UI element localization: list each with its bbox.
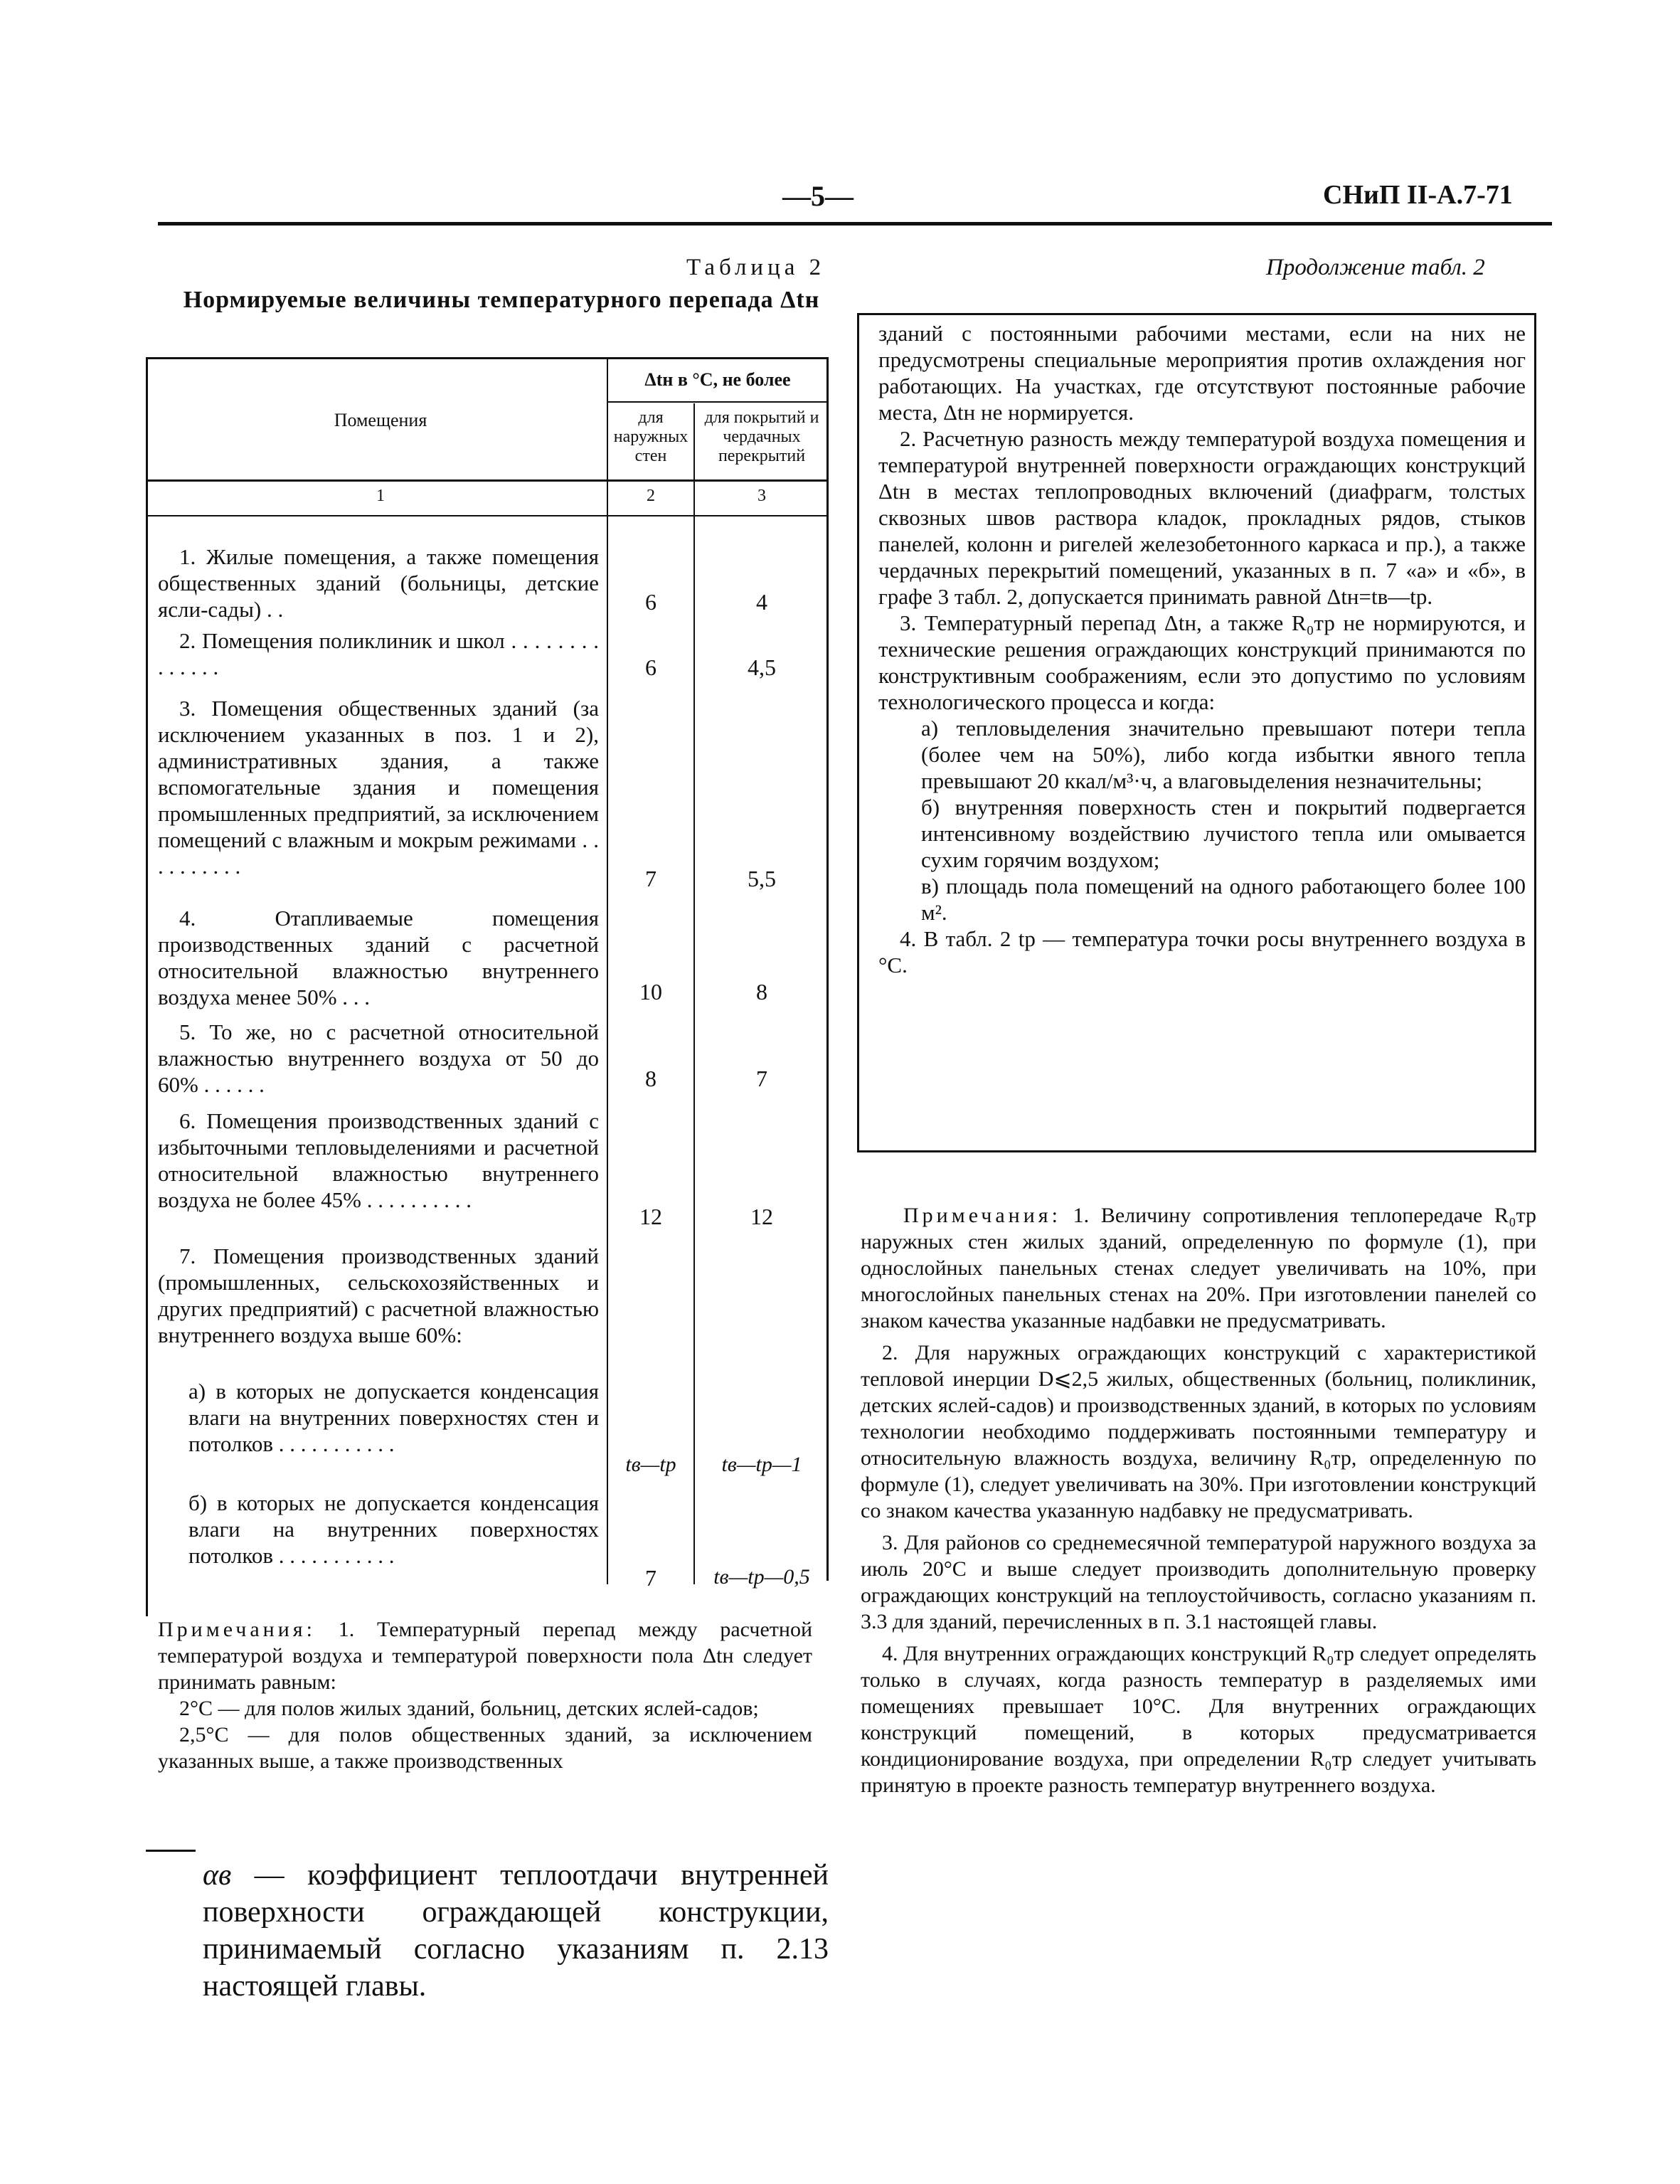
- table-row-1-text: 1. Жилые помещения, а также помещения общественных зданий (больницы, детские ясли-сады) . .: [158, 544, 599, 622]
- left-note-3: 2,5°С — для полов общественных зданий, за исключением указанных выше, а также производственных: [158, 1723, 812, 1773]
- table-border-right: [826, 357, 829, 1581]
- table-row-7b-roofs: tв—tр—0,5: [713, 1565, 810, 1589]
- continuation-label: Продолжение табл. 2: [1266, 255, 1485, 280]
- left-notes: [158, 1616, 812, 1774]
- cont-paragraph-0: зданий с постоянными рабочими местами, если на них не предусмотрены специальные мероприятия против охлаждения ног работающих. На участках, где отсутствуют постоянные рабочие места, Δtн не нормируется.: [878, 321, 1526, 425]
- left-column-end-rule: [146, 1850, 196, 1852]
- col-header-roofs: для покрытий и чердачных перекрытий: [704, 408, 819, 465]
- right-note-3: 3. Для районов со среднемесячной температурой наружного воздуха за июль 20°С и выше следует производить дополнительную проверку ограждающих конструкций на теплоустойчивость, согласно указаниям п. 3.3 для зданий, перечисленных в п. 3.1 настоящей главы.: [861, 1531, 1536, 1633]
- left-notes-heading: Примечания:: [158, 1618, 316, 1641]
- table-top-rule: [146, 357, 829, 359]
- col-divider-1: [607, 357, 608, 1584]
- right-note-4: 4. Для внутренних ограждающих конструкций R₀тр следует определять только в случаях, когда разность температур в разделяемых ими помещениях превышает 10°С. Для внутренних ограждающих конструкций помещений, в которых предусматривается кондиционирование воздуха, при определении R₀тр следует учитывать принятую в проекте разность температур внутреннего воздуха.: [861, 1642, 1536, 1797]
- table-row-6-text: 6. Помещения производственных зданий с избыточными тепловыделениями и расчетной относительной влажностью внутреннего воздуха не более 45% . . . . . . . . . .: [158, 1108, 599, 1212]
- table-row-4-walls: 10: [639, 979, 662, 1004]
- temperature-table: [146, 357, 829, 1606]
- table-row-7b-text: б) в которых не допускается конденсация влаги на внутренних поверхностях потолков . . . . . . . . . . .: [188, 1490, 599, 1568]
- col-number-1: 1: [376, 487, 385, 505]
- cont-paragraph-6: 4. В табл. 2 tр — температура точки росы внутреннего воздуха в °С.: [878, 926, 1526, 977]
- col-number-2: 2: [647, 487, 655, 505]
- col-header-rooms: Помещения: [334, 410, 427, 430]
- header-sub-rule: [607, 401, 829, 403]
- col-number-3: 3: [757, 487, 766, 505]
- cont-box-right: [1534, 313, 1536, 1152]
- table-row-3-walls: 7: [645, 866, 656, 891]
- table-label: Таблица 2: [686, 255, 826, 280]
- cont-paragraph-5: в) площадь пола помещений на одного работающего более 100 м².: [921, 874, 1526, 925]
- table-row-5-walls: 8: [645, 1066, 656, 1091]
- number-row-rule: [146, 515, 829, 516]
- table-row-6-walls: 12: [639, 1204, 662, 1229]
- table-row-7b-walls: 7: [645, 1565, 656, 1591]
- cont-paragraph-4: б) внутренняя поверхность стен и покрытий подвергается интенсивному воздействию лучистого тепла или омывается сухим горячим воздухом;: [921, 795, 1526, 872]
- table-row-1-walls: 6: [645, 589, 656, 615]
- header-rule: [158, 222, 1552, 226]
- cont-box-top: [857, 313, 1536, 315]
- left-note-1: 1. Температурный перепад между расчетной температурой воздуха и температурой поверхности пола Δtн следует принимать равным:: [158, 1618, 813, 1694]
- continuation-text: [878, 320, 1526, 978]
- table-row-5-roofs: 7: [756, 1066, 767, 1091]
- cont-box-left: [857, 313, 859, 1152]
- right-notes: [861, 1202, 1536, 1804]
- table-row-5-text: 5. То же, но с расчетной относительной влажностью внутреннего воздуха от 50 до 60% . . . . . .: [158, 1019, 599, 1097]
- table-row-7a-text: а) в которых не допускается конденсация влаги на внутренних поверхностях стен и потолков . . . . . . . . . . .: [188, 1379, 599, 1456]
- table-row-7a-walls: tв—tр: [625, 1453, 676, 1476]
- cont-paragraph-3: а) тепловыделения значительно превышают потери тепла (более чем на 50%), либо когда избытки явного тепла превышают 20 ккал/м³·ч, а влаговыделения незначительны;: [921, 716, 1526, 793]
- right-notes-heading: Примечания:: [903, 1204, 1061, 1227]
- cont-box-bottom: [857, 1150, 1536, 1152]
- col-header-walls: для наружных стен: [613, 408, 689, 465]
- table-row-1-roofs: 4: [756, 589, 767, 615]
- table-row-7-text: 7. Помещения производственных зданий (промышленных, сельскохозяйственных и других предприятий) с расчетной влажностью внутреннего воздуха выше 60%:: [158, 1244, 599, 1347]
- cont-paragraph-1: 2. Расчетную разность между температурой воздуха помещения и температурой внутренней поверхности ограждающих конструкций Δtн в местах теплопроводных включений (диафрагм, толстых сквозных швов раствора кладок, прокладных рядов, стыков панелей, колонн и ригелей железобетонного каркаса и пр.), а также чердачных перекрытий помещений, указанных в п. 7 «а» и «б», в графе 3 табл. 2, допускается принимать равной Δtн=tв—tр.: [878, 426, 1526, 609]
- table-row-2-walls: 6: [645, 654, 656, 680]
- table-row-2-text: 2. Помещения поликлиник и школ . . . . . . . . . . . . . .: [158, 628, 599, 679]
- alpha-symbol: αв: [203, 1859, 232, 1892]
- header-bottom-rule: [146, 479, 829, 482]
- table-row-3-roofs: 5,5: [748, 866, 776, 891]
- document-code: СНиП II-А.7-71: [1323, 180, 1513, 210]
- table-row-7a-roofs: tв—tр—1: [721, 1453, 802, 1476]
- table-title: Нормируемые величины температурного перепада Δtн: [183, 287, 820, 313]
- alpha-definition: [203, 1857, 829, 2005]
- table-row-6-roofs: 12: [750, 1204, 773, 1229]
- cont-paragraph-2: 3. Температурный перепад Δtн, а также R₀тр не нормируются, и технические решения ограждающих конструкций принимаются по конструктивным соображениям, если это допустимо по условиям технологического процесса и когда:: [878, 610, 1526, 714]
- alpha-text: — коэффициент теплоотдачи внутренней поверхности ограждающей конструкции, принимаемый согласно указаниям п. 2.13 настоящей главы.: [203, 1859, 829, 2003]
- table-row-4-text: 4. Отапливаемые помещения производственных зданий с расчетной относительной влажностью внутреннего воздуха менее 50% . . .: [158, 906, 599, 1009]
- table-row-2-roofs: 4,5: [748, 654, 776, 680]
- table-border-left: [146, 357, 148, 1616]
- page-number: —5—: [782, 180, 854, 212]
- col-header-delta: Δtн в °С, не более: [644, 369, 791, 390]
- right-note-2: 2. Для наружных ограждающих конструкций с характеристикой тепловой инерции D⩽2,5 жилых, общественных (больниц, поликлиник, детских яслей-садов) и производственных зданий, в которых по условиям технологии необходимо поддерживать постоянными температуру и относительную влажность воздуха, величину R₀тр, определенную по формуле (1), следует увеличивать на 30%. При изготовлении конструкций со знаком качества указанную надбавку не предусматривать.: [861, 1341, 1536, 1522]
- left-note-2: 2°С — для полов жилых зданий, больниц, детских яслей-садов;: [179, 1697, 759, 1720]
- right-note-1: 1. Величину сопротивления теплопередаче R₀тр наружных стен жилых зданий, определенную по формуле (1), при однослойных панельных стенах следует увеличивать на 10%, при многослойных панельных стенах на 20%. При изготовлении панелей со знаком качества указанные надбавки не предусматривать.: [861, 1204, 1537, 1332]
- col-divider-2: [693, 403, 695, 1584]
- table-row-4-roofs: 8: [756, 979, 767, 1004]
- table-row-3-text: 3. Помещения общественных зданий (за исключением указанных в поз. 1 и 2), административных здания, а также вспомогательные здания и помещения промышленных предприятий, за исключением помещений с влажным и мокрым режимами . . . . . . . . . .: [158, 696, 599, 879]
